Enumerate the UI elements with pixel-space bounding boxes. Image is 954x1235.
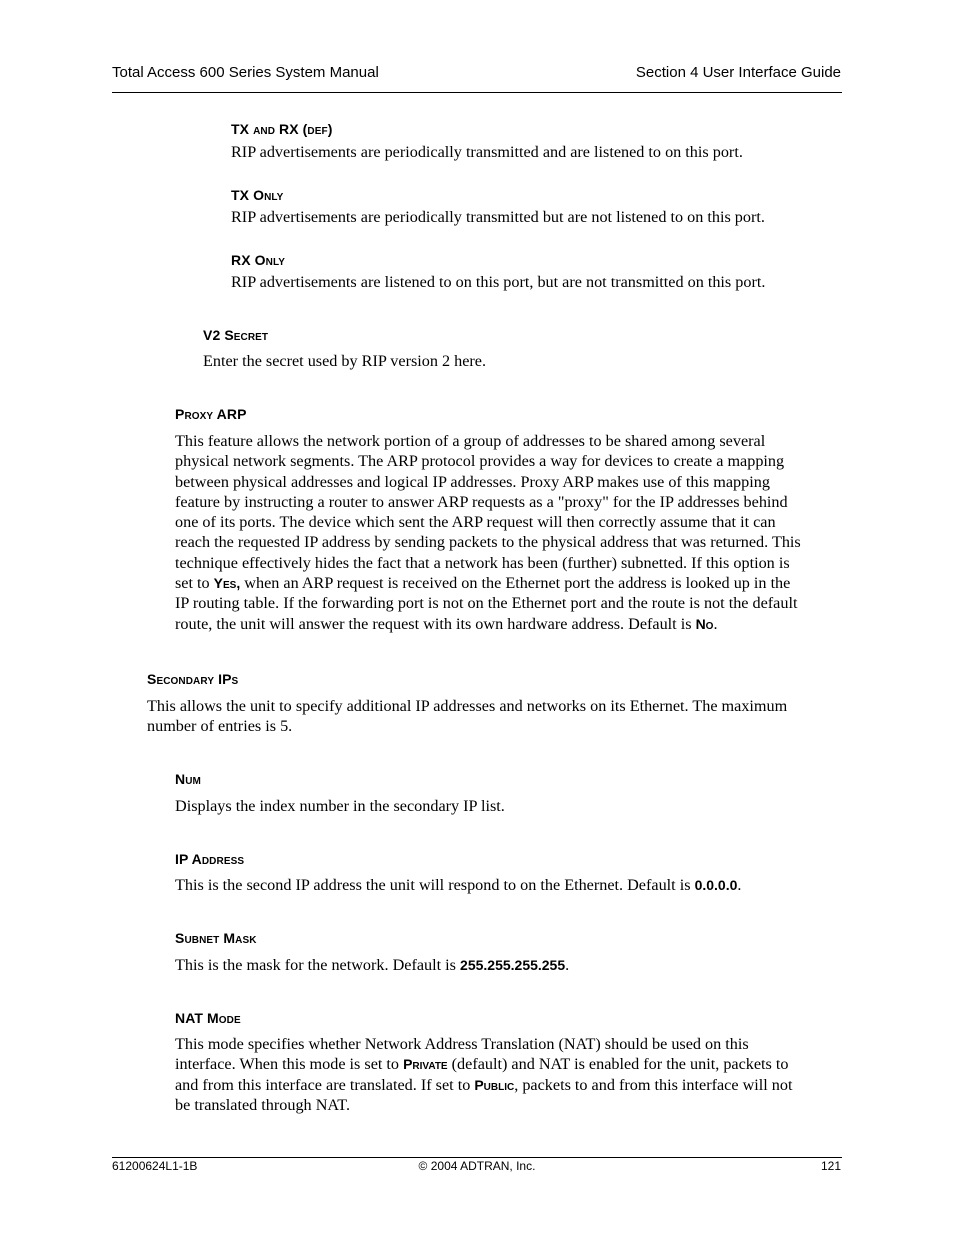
header-divider [112, 92, 842, 93]
private-option-value: Private [403, 1056, 448, 1073]
text-run: This is the second IP address the unit will respond to on the Ethernet. Default is [175, 876, 695, 894]
subnet-mask-heading: Subnet Mask [175, 930, 257, 946]
paragraph-line: between physical addresses and logical IP addresses. Proxy ARP makes use of this mapping [175, 472, 770, 491]
text-run: . [565, 956, 570, 974]
text-run: interface. When this mode is set to [175, 1055, 404, 1074]
public-option-value: Public [474, 1076, 515, 1093]
paragraph-line: physical network segments. The ARP protocol provides a way for devices to create a mapping [175, 452, 785, 471]
yes-option-value: Yes, [213, 575, 241, 592]
header-section-title: Section 4 User Interface Guide [635, 64, 841, 81]
footer-page-number: 121 [820, 1159, 841, 1173]
paragraph-line [175, 1075, 845, 1095]
tx-rx-description: RIP advertisements are periodically transmitted and are listened to on this port. [231, 143, 743, 161]
tx-rx-heading: TX and RX (def) [231, 121, 333, 137]
num-description: Displays the index number in the secondary IP list. [175, 797, 505, 815]
text-run: (default) and NAT is enabled for the unit, packets to [447, 1055, 789, 1074]
ip-address-default-value: 0.0.0.0 [694, 877, 738, 893]
ip-address-heading: IP Address [175, 851, 245, 867]
paragraph-line: number of entries is 5. [147, 717, 293, 736]
tx-only-description: RIP advertisements are periodically transmitted but are not listened to on this port. [231, 208, 765, 226]
text-run: when an ARP request is received on the Ethernet port the address is looked up in the [240, 574, 791, 593]
v2-secret-description: Enter the secret used by RIP version 2 here. [203, 352, 487, 370]
footer-document-number: 61200624L1-1B [112, 1159, 198, 1173]
paragraph-line: IP routing table. If the forwarding port is not on the Ethernet port and the route is not the default [175, 594, 798, 613]
text-run: This is the mask for the network. Default is [175, 956, 461, 974]
text-run: . [737, 876, 742, 894]
text-run: . [713, 614, 718, 633]
paragraph-line: reach the requested IP address by sending packets to the physical address that was returned. This [175, 533, 801, 552]
proxy-arp-description [175, 431, 845, 634]
ip-address-description [175, 875, 741, 895]
subnet-mask-default-value: 255.255.255.255 [460, 957, 566, 973]
nat-mode-heading: NAT Mode [175, 1010, 241, 1026]
paragraph-line [175, 573, 845, 593]
v2-secret-heading: V2 Secret [203, 327, 269, 343]
rx-only-heading: RX Only [231, 252, 286, 268]
num-heading: Num [175, 771, 201, 787]
paragraph-line [175, 1054, 845, 1074]
text-run: set to [175, 574, 214, 593]
tx-only-heading: TX Only [231, 187, 284, 203]
subnet-mask-description [175, 955, 569, 975]
text-run: route, the unit will answer the request with its own hardware address. Default is [175, 614, 696, 633]
text-run: and from this interface are translated. If set to [175, 1075, 475, 1094]
rx-only-description: RIP advertisements are listened to on this port, but are not transmitted on this port. [231, 273, 766, 291]
footer-divider [112, 1157, 842, 1158]
paragraph-line: This feature allows the network portion of a group of addresses to be shared among several [175, 432, 766, 450]
secondary-ips-description [147, 696, 847, 737]
paragraph-line: be translated through NAT. [175, 1095, 351, 1114]
paragraph-line [175, 614, 845, 634]
text-run: , packets to and from this interface will not [514, 1075, 793, 1094]
paragraph-line: This allows the unit to specify additional IP addresses and networks on its Ethernet. The maximum [147, 697, 788, 715]
proxy-arp-heading: Proxy ARP [175, 406, 247, 422]
nat-mode-description [175, 1034, 845, 1115]
paragraph-line: technique effectively hides the fact that a network has been (further) subnetted. If this option is [175, 553, 790, 572]
footer-copyright: © 2004 ADTRAN, Inc. [418, 1159, 536, 1173]
header-manual-title: Total Access 600 Series System Manual [112, 64, 379, 81]
paragraph-line: one of its ports. The device which sent the ARP request will then correctly assume that it can [175, 513, 776, 532]
secondary-ips-heading: Secondary IPs [147, 671, 239, 687]
no-default-value: No [695, 615, 714, 632]
paragraph-line: feature by instructing a router to answer ARP requests as a "proxy" for the IP addresses behind [175, 492, 788, 511]
paragraph-line: This mode specifies whether Network Address Translation (NAT) should be used on this [175, 1035, 749, 1053]
